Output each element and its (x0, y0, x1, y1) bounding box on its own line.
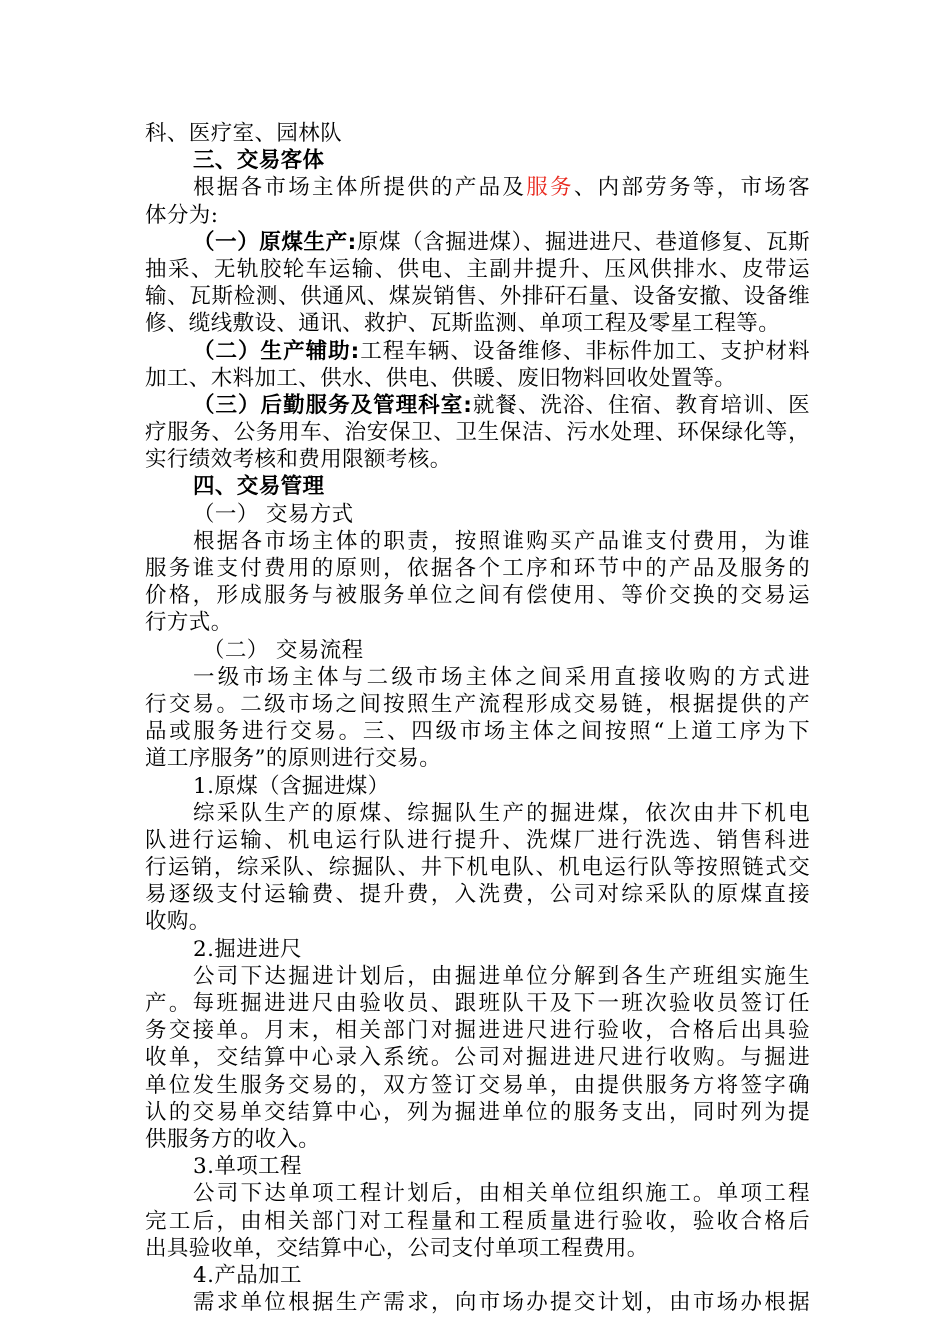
text-line: 队进行运输、机电运行队进行提升、洗煤厂进行洗选、销售科进 (145, 827, 810, 853)
text-line: 认的交易单交结算中心，列为掘进单位的服务支出，同时列为提 (145, 1099, 810, 1125)
text-line: 收购。 (145, 909, 211, 935)
text-line: 疗服务、公务用车、治安保卫、卫生保洁、污水处理、环保绿化等， (145, 420, 810, 446)
text-line: 体分为: (145, 202, 219, 228)
subsection-label: （二）生产辅助: (193, 338, 360, 364)
text-line: 价格，形成服务与被服务单位之间有偿使用、等价交换的交易运 (145, 583, 810, 609)
subsection-label: （三）后勤服务及管理科室: (193, 392, 473, 418)
subsection-label: （一）原煤生产: (193, 229, 357, 255)
text-line: 实行绩效考核和费用限额考核。 (145, 447, 452, 473)
text-line: 加工、木料加工、供水、供电、供暖、废旧物料回收处置等。 (145, 365, 737, 391)
text-line: 修、缆线敷设、通讯、救护、瓦斯监测、单项工程及零星工程等。 (145, 311, 781, 337)
paragraph-line: 公司下达单项工程计划后，由相关单位组织施工。单项工程 (193, 1181, 810, 1207)
subheading: 1.原煤（含掘进煤） (193, 773, 390, 799)
text-line: 抽采、无轨胶轮车运输、供电、主副井提升、压风供排水、皮带运 (145, 256, 810, 282)
subheading: （一） 交易方式 (193, 501, 354, 527)
subheading: （二） 交易流程 (203, 637, 364, 663)
text-line: 出具验收单，交结算中心，公司支付单项工程费用。 (145, 1235, 649, 1261)
text-line: 输、瓦斯检测、供通风、煤炭销售、外排矸石量、设备安撤、设备维 (145, 284, 810, 310)
text-line: 供服务方的收入。 (145, 1126, 321, 1152)
highlighted-word: 服务 (526, 175, 574, 201)
subheading: 4.产品加工 (193, 1262, 302, 1288)
text-line: 易逐级支付运输费、提升费，入洗费，公司对综采队的原煤直接 (145, 882, 810, 908)
text-line: 道工序服务”的原则进行交易。 (145, 746, 442, 772)
section-heading-4: 四、交易管理 (193, 474, 325, 500)
text-line: 收单，交结算中心录入系统。公司对掘进进尺进行收购。与掘进 (145, 1045, 810, 1071)
paragraph-line: 综采队生产的原煤、综掘队生产的掘进煤，依次由井下机电 (193, 800, 810, 826)
text-line: 务交接单。月末，相关部门对掘进进尺进行验收，合格后出具验 (145, 1018, 810, 1044)
paragraph-line: 公司下达掘进计划后，由掘进单位分解到各生产班组实施生 (193, 963, 810, 989)
subheading: 3.单项工程 (193, 1154, 302, 1180)
paragraph-line: （三）后勤服务及管理科室:就餐、洗浴、住宿、教育培训、医 (193, 392, 810, 418)
text-line: 行交易。二级市场之间按照生产流程形成交易链，根据提供的产 (145, 691, 810, 717)
text-line: 完工后，由相关部门对工程量和工程质量进行验收，验收合格后 (145, 1208, 810, 1234)
paragraph-line: 根据各市场主体所提供的产品及服务、内部劳务等，市场客 (193, 175, 810, 201)
text-line: 行方式。 (145, 610, 233, 636)
text-line: 品或服务进行交易。三、四级市场主体之间按照“上道工序为下 (145, 719, 810, 745)
text-line: 服务谁支付费用的原则，依据各个工序和环节中的产品及服务的 (145, 556, 810, 581)
section-heading-3: 三、交易客体 (193, 148, 325, 174)
subheading: 2.掘进进尺 (193, 936, 302, 962)
paragraph-line: （二）生产辅助:工程车辆、设备维修、非标件加工、支护材料 (193, 338, 810, 364)
text-line: 科、医疗室、园林队 (145, 121, 343, 146)
text-line: 产。每班掘进进尺由验收员、跟班队干及下一班次验收员签订任 (145, 991, 810, 1016)
document-body (145, 120, 810, 1316)
paragraph-line: 一级市场主体与二级市场主体之间采用直接收购的方式进 (193, 664, 810, 690)
text-line: 行运销，综采队、综掘队、井下机电队、机电运行队等按照链式交 (145, 855, 810, 881)
paragraph-line: （一）原煤生产:原煤（含掘进煤）、掘进进尺、巷道修复、瓦斯 (193, 229, 810, 255)
paragraph-line: 根据各市场主体的职责，按照谁购买产品谁支付费用，为谁 (193, 528, 810, 554)
paragraph-line: 需求单位根据生产需求，向市场办提交计划，由市场办根据 (193, 1290, 810, 1316)
text-line: 单位发生服务交易的，双方签订交易单，由提供服务方将签字确 (145, 1072, 810, 1098)
